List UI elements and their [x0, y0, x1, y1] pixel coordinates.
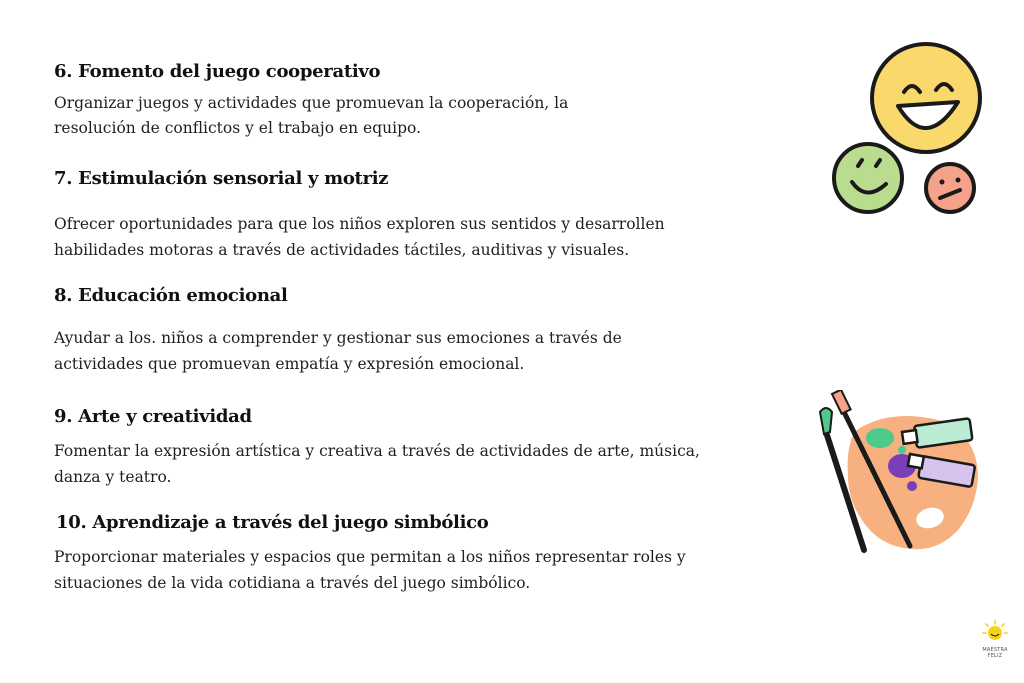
- section-7-line-1: Ofrecer oportunidades para que los niños exploren sus sentidos y desarrollen: [54, 215, 665, 233]
- section-8-heading: 8. Educación emocional: [54, 285, 288, 306]
- section-8-line-1: Ayudar a los. niños a comprender y gestionar sus emociones a través de: [54, 329, 622, 347]
- section-7-line-2: habilidades motoras a través de actividades táctiles, auditivas y visuales.: [54, 241, 630, 259]
- section-6-line-1: Organizar juegos y actividades que promuevan la cooperación, la: [54, 94, 569, 112]
- section-7-heading: 7. Estimulación sensorial y motriz: [54, 168, 389, 189]
- art-palette-icon: [818, 390, 993, 560]
- section-6-heading: 6. Fomento del juego cooperativo: [54, 61, 381, 82]
- section-10-line-2: situaciones de la vida cotidiana a través del juego simbólico.: [54, 574, 531, 592]
- section-8-line-2: actividades que promuevan empatía y expresión emocional.: [54, 355, 525, 373]
- logo-text-line-2: FELIZ: [987, 653, 1003, 659]
- section-6-line-2: resolución de conflictos y el trabajo en equipo.: [54, 119, 421, 137]
- section-9-heading: 9. Arte y creatividad: [54, 406, 252, 427]
- emotion-faces-icon: [828, 40, 988, 220]
- section-9-line-1: Fomentar la expresión artística y creativa a través de actividades de arte, música,: [54, 442, 700, 460]
- section-10-heading: 10. Aprendizaje a través del juego simbólico: [56, 512, 489, 533]
- logo-text-line-1: MAESTRA: [982, 647, 1008, 653]
- section-9-line-2: danza y teatro.: [54, 468, 172, 486]
- section-10-line-1: Proporcionar materiales y espacios que permitan a los niños representar roles y: [54, 548, 686, 566]
